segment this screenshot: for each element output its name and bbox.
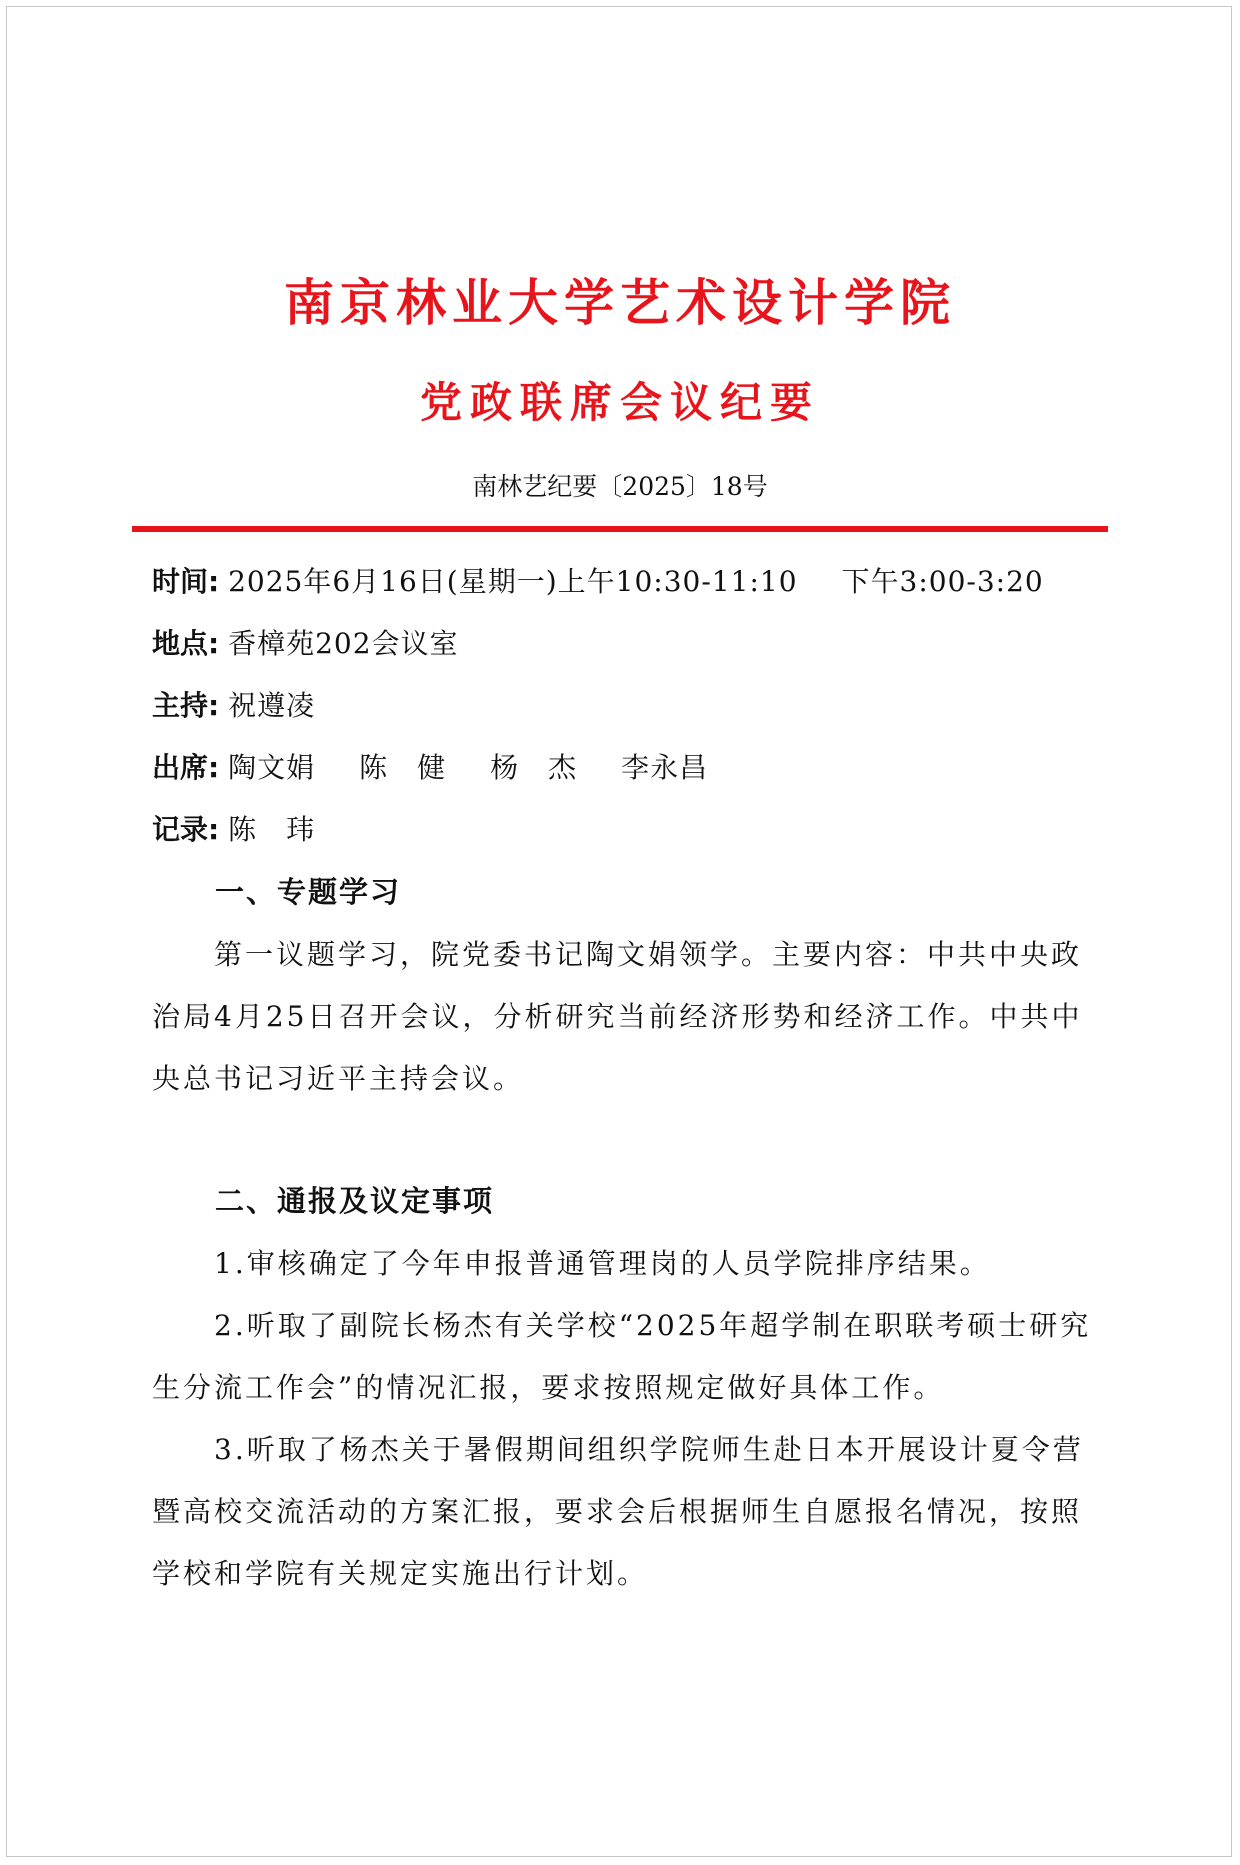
section-heading-matters: 二、通报及议定事项 — [215, 1184, 495, 1218]
time-value: 2025年6月16日(星期一)上午10:30-11:10 — [228, 565, 798, 598]
host-label: 主持: — [152, 689, 220, 722]
recorder-value: 陈 玮 — [228, 813, 316, 846]
red-divider — [132, 526, 1108, 532]
meeting-time-row — [152, 562, 1044, 602]
meeting-host-row — [152, 686, 315, 726]
attendee-name: 杨 杰 — [490, 751, 578, 784]
meeting-place-row — [152, 624, 459, 664]
time-value-afternoon: 下午3:00-3:20 — [841, 565, 1044, 598]
section-heading-study: 一、专题学习 — [215, 875, 402, 909]
document-title: 南京林业大学艺术设计学院 — [284, 274, 956, 332]
place-label: 地点: — [152, 627, 220, 660]
matter-item-2: 2.听取了副院长杨杰有关学校“2025年超学制在职联考硕士研究生分流工作会”的情况汇报，要求按照规定做好具体工作。 — [152, 1309, 1092, 1404]
attendee-name: 陶文娟 — [228, 751, 316, 784]
study-paragraph: 第一议题学习，院党委书记陶文娟领学。主要内容：中共中央政治局4月25日召开会议，分析研究当前经济形势和经济工作。中共中央总书记习近平主持会议。 — [152, 938, 1083, 1095]
host-value: 祝遵凌 — [228, 689, 316, 722]
meeting-attendees-row — [152, 748, 708, 788]
attendee-name: 陈 健 — [359, 751, 447, 784]
time-label: 时间: — [152, 565, 220, 598]
matter-item-1: 1.审核确定了今年申报普通管理岗的人员学院排序结果。 — [214, 1247, 991, 1280]
attendee-name: 李永昌 — [621, 751, 709, 784]
place-value: 香樟苑202会议室 — [228, 627, 459, 660]
document-subtitle: 党政联席会议纪要 — [419, 378, 820, 427]
document-number: 南林艺纪要〔2025〕18号 — [472, 472, 768, 501]
meeting-recorder-row — [152, 810, 315, 850]
attendees-label: 出席: — [152, 751, 220, 784]
matter-item-3: 3.听取了杨杰关于暑假期间组织学院师生赴日本开展设计夏令营暨高校交流活动的方案汇报，要求会后根据师生自愿报名情况，按照学校和学院有关规定实施出行计划。 — [152, 1433, 1084, 1590]
recorder-label: 记录: — [152, 813, 220, 846]
